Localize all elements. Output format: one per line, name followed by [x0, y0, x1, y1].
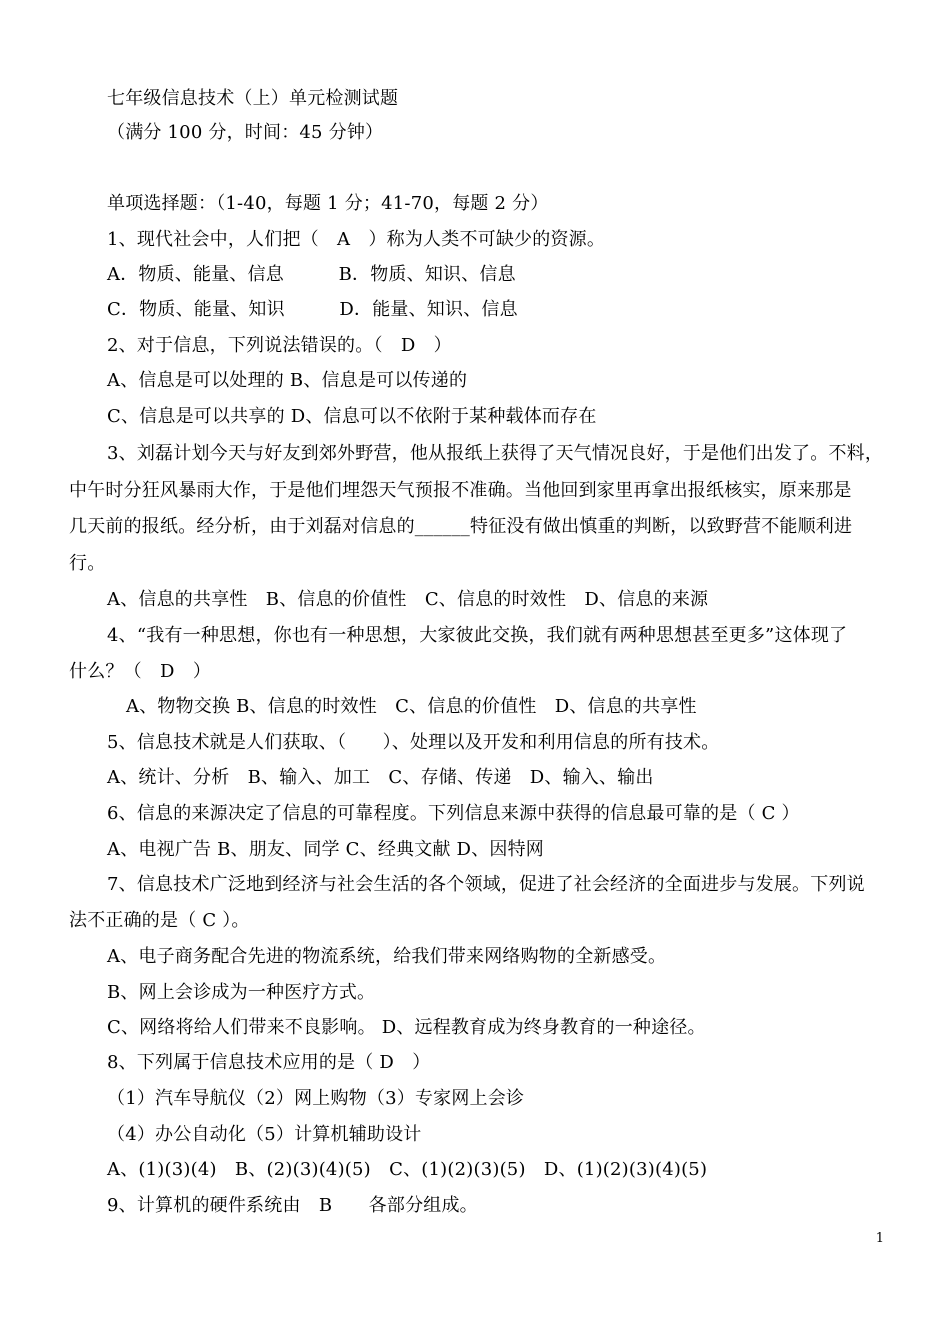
question-4-line-2: 什么？（ D ） [69, 661, 212, 682]
question-2-options-cd: C、信息是可以共享的 D、信息可以不依附于某种载体而存在 [107, 406, 597, 427]
question-8-items-2: （4）办公自动化（5）计算机辅助设计 [107, 1124, 422, 1145]
section-heading: 单项选择题：（1-40，每题 1 分；41-70，每题 2 分） [107, 193, 549, 214]
question-6-options: A、电视广告 B、朋友、同学 C、经典文献 D、因特网 [107, 839, 544, 860]
question-5-options: A、统计、分析 B、输入、加工 C、存储、传递 D、输入、输出 [107, 767, 654, 788]
question-7-option-a: A、电子商务配合先进的物流系统，给我们带来网络购物的全新感受。 [107, 946, 667, 967]
question-3-line-3: 几天前的报纸。经分析，由于刘磊对信息的______特征没有做出慎重的判断，以致野营不能顺利进 [69, 516, 853, 537]
question-2: 2、对于信息，下列说法错误的。（ D ） [107, 335, 452, 356]
question-5: 5、信息技术就是人们获取、（ ）、处理以及开发和利用信息的所有技术。 [107, 732, 720, 753]
question-1-options-cd: C．物质、能量、知识 D．能量、知识、信息 [107, 299, 518, 320]
question-8-items-1: （1）汽车导航仪（2）网上购物（3）专家网上会诊 [107, 1088, 525, 1109]
question-7-option-b: B、网上会诊成为一种医疗方式。 [107, 982, 376, 1003]
question-4-options: A、物物交换 B、信息的时效性 C、信息的价值性 D、信息的共享性 [126, 696, 697, 717]
question-1: 1、现代社会中，人们把（ A ）称为人类不可缺少的资源。 [107, 229, 606, 250]
question-8: 8、下列属于信息技术应用的是（ D ） [107, 1052, 431, 1073]
question-8-options: A、(1)(3)(4) B、(2)(3)(4)(5) C、(1)(2)(3)(5) D、(1)(2)(3)(4)(5) [107, 1159, 708, 1180]
question-1-options-ab: A．物质、能量、信息 B．物质、知识、信息 [107, 264, 516, 285]
page-number: 1 [875, 1231, 884, 1246]
question-9: 9、计算机的硬件系统由 B 各部分组成。 [107, 1195, 478, 1216]
question-4-line-1: 4、“我有一种思想，你也有一种思想，大家彼此交换，我们就有两种思想甚至更多”这体现了 [107, 625, 848, 646]
question-3-line-2: 中午时分狂风暴雨大作，于是他们埋怨天气预报不准确。当他回到家里再拿出报纸核实，原来那是 [69, 480, 852, 501]
question-2-options-ab: A、信息是可以处理的 B、信息是可以传递的 [107, 370, 468, 391]
document-subtitle: （满分 100 分，时间：45 分钟） [107, 122, 384, 143]
question-3-line-4: 行。 [69, 553, 106, 574]
question-7-line-1: 7、信息技术广泛地到经济与社会生活的各个领域，促进了社会经济的全面进步与发展。下列说 [107, 874, 865, 895]
question-6: 6、信息的来源决定了信息的可靠程度。下列信息来源中获得的信息最可靠的是（ C ） [107, 803, 800, 824]
question-7-options-cd: C、网络将给人们带来不良影响。 D、远程教育成为终身教育的一种途径。 [107, 1017, 706, 1038]
question-7-line-2: 法不正确的是（ C ）。 [69, 910, 250, 931]
question-3-line-1: 3、刘磊计划今天与好友到郊外野营，他从报纸上获得了天气情况良好，于是他们出发了。不料， [107, 443, 884, 464]
question-3-options: A、信息的共享性 B、信息的价值性 C、信息的时效性 D、信息的来源 [107, 589, 709, 610]
document-title: 七年级信息技术（上）单元检测试题 [107, 88, 399, 109]
